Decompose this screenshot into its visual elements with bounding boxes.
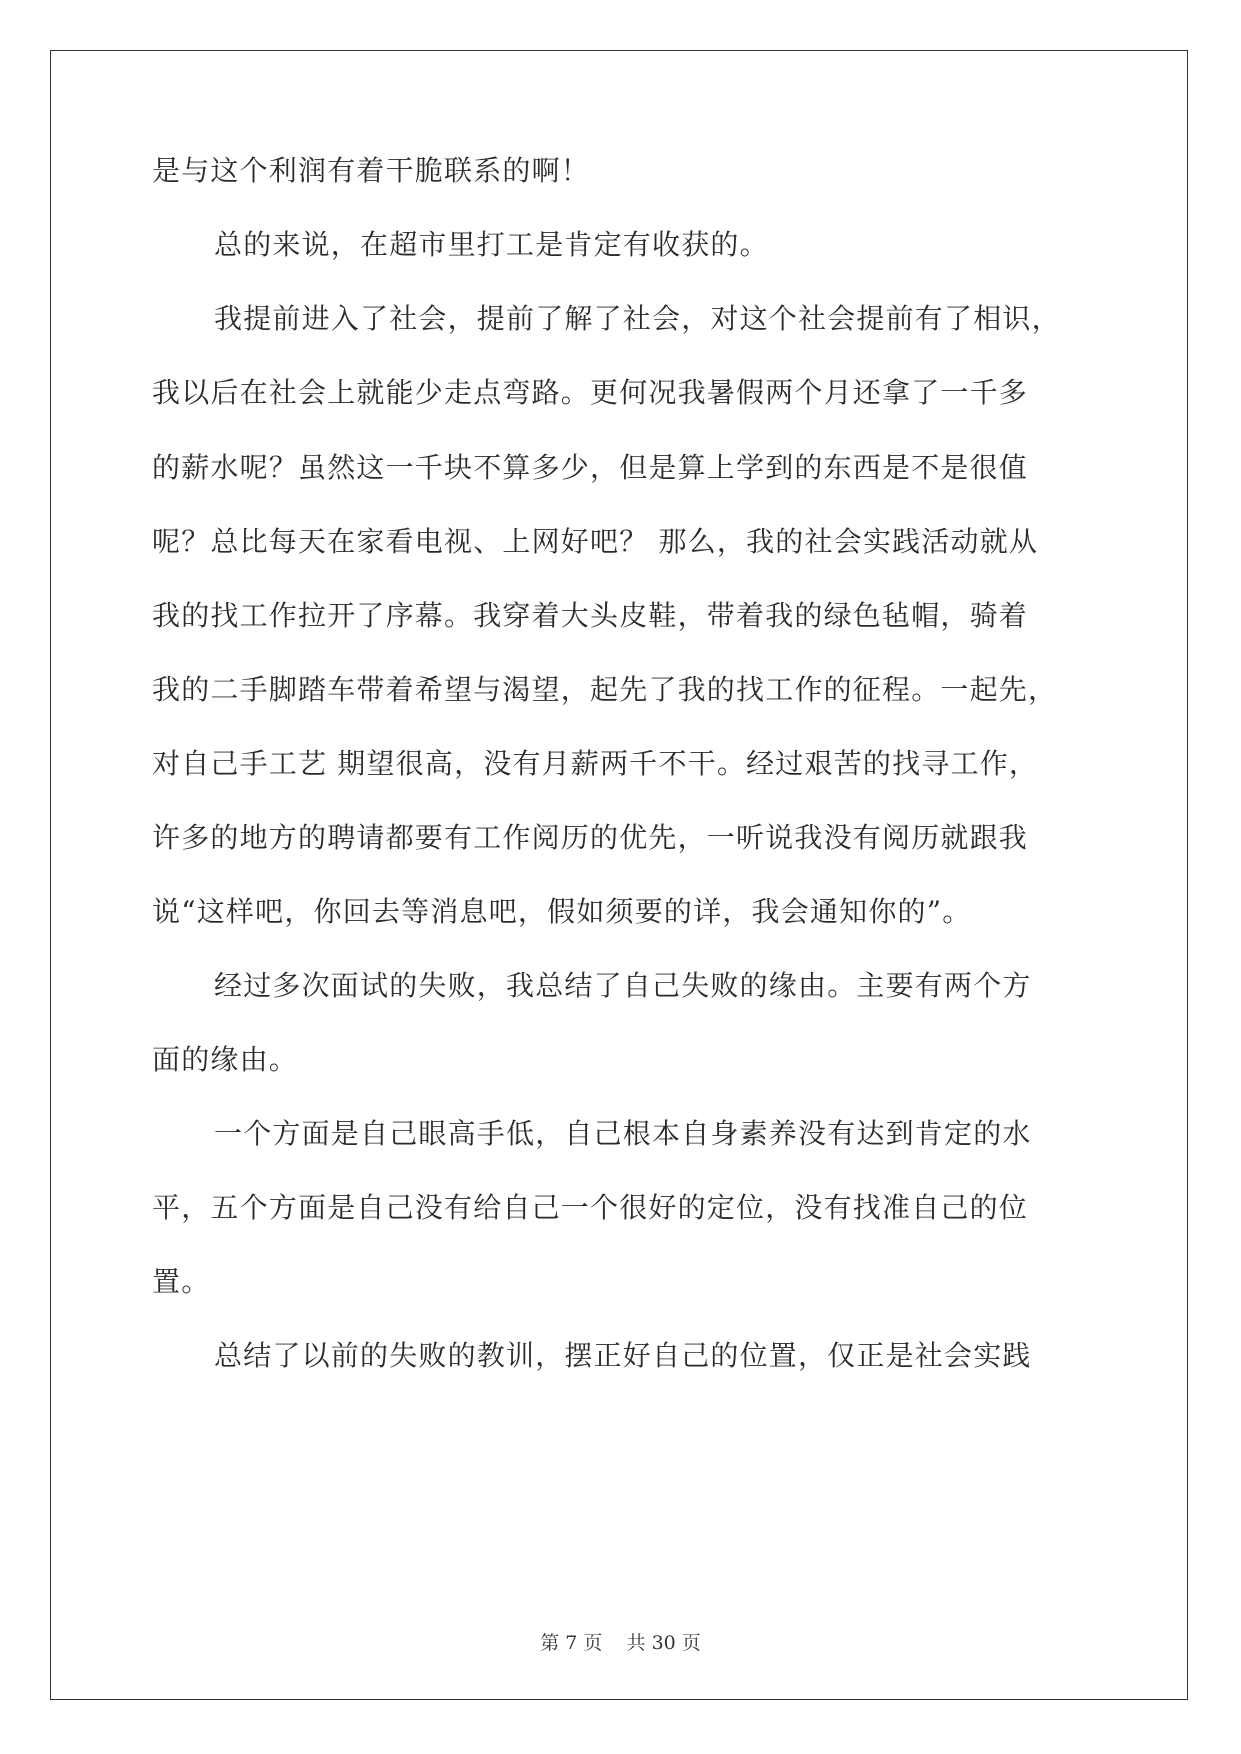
text-line: 是与这个利润有着干脆联系的啊！ (152, 154, 591, 187)
text-line: 许多的地方的聘请都要有工作阅历的优先，一听说我没有阅历就跟我 (152, 821, 1029, 854)
text-line: 说“这样吧，你回去等消息吧，假如须要的详，我会通知你的”。 (152, 895, 972, 928)
text-line: 总的来说，在超市里打工是肯定有收获的。 (214, 228, 769, 261)
text-line: 的薪水呢？虽然这一千块不算多少，但是算上学到的东西是不是很值 (152, 451, 1029, 484)
page-number: 第 7 页 共 30 页 (540, 1632, 701, 1654)
text-line: 经过多次面试的失败，我总结了自己失败的缘由。主要有两个方 (214, 969, 1032, 1002)
text-line: 我提前进入了社会，提前了解了社会，对这个社会提前有了相识， (214, 302, 1061, 335)
text-line: 置。 (152, 1265, 211, 1298)
text-line: 我以后在社会上就能少走点弯路。更何况我暑假两个月还拿了一千多 (152, 376, 1029, 409)
text-line: 我的找工作拉开了序幕。我穿着大头皮鞋，带着我的绿色毡帽，骑着 (152, 599, 1029, 632)
text-line: 一个方面是自己眼高手低，自己根本自身素养没有达到肯定的水 (214, 1117, 1032, 1150)
text-line: 总结了以前的失败的教训，摆正好自己的位置，仅正是社会实践 (214, 1339, 1032, 1372)
text-line: 我的二手脚踏车带着希望与渴望，起先了我的找工作的征程。一起先， (152, 673, 1058, 706)
page-border (50, 50, 1188, 1700)
text-line: 面的缘由。 (152, 1043, 299, 1076)
text-line: 呢？总比每天在家看电视、上网好吧？ 那么，我的社会实践活动就从 (152, 525, 1039, 558)
text-line: 对自己手工艺 期望很高，没有月薪两千不干。经过艰苦的找寻工作， (152, 747, 1039, 780)
text-line: 平，五个方面是自己没有给自己一个很好的定位，没有找准自己的位 (152, 1191, 1029, 1224)
